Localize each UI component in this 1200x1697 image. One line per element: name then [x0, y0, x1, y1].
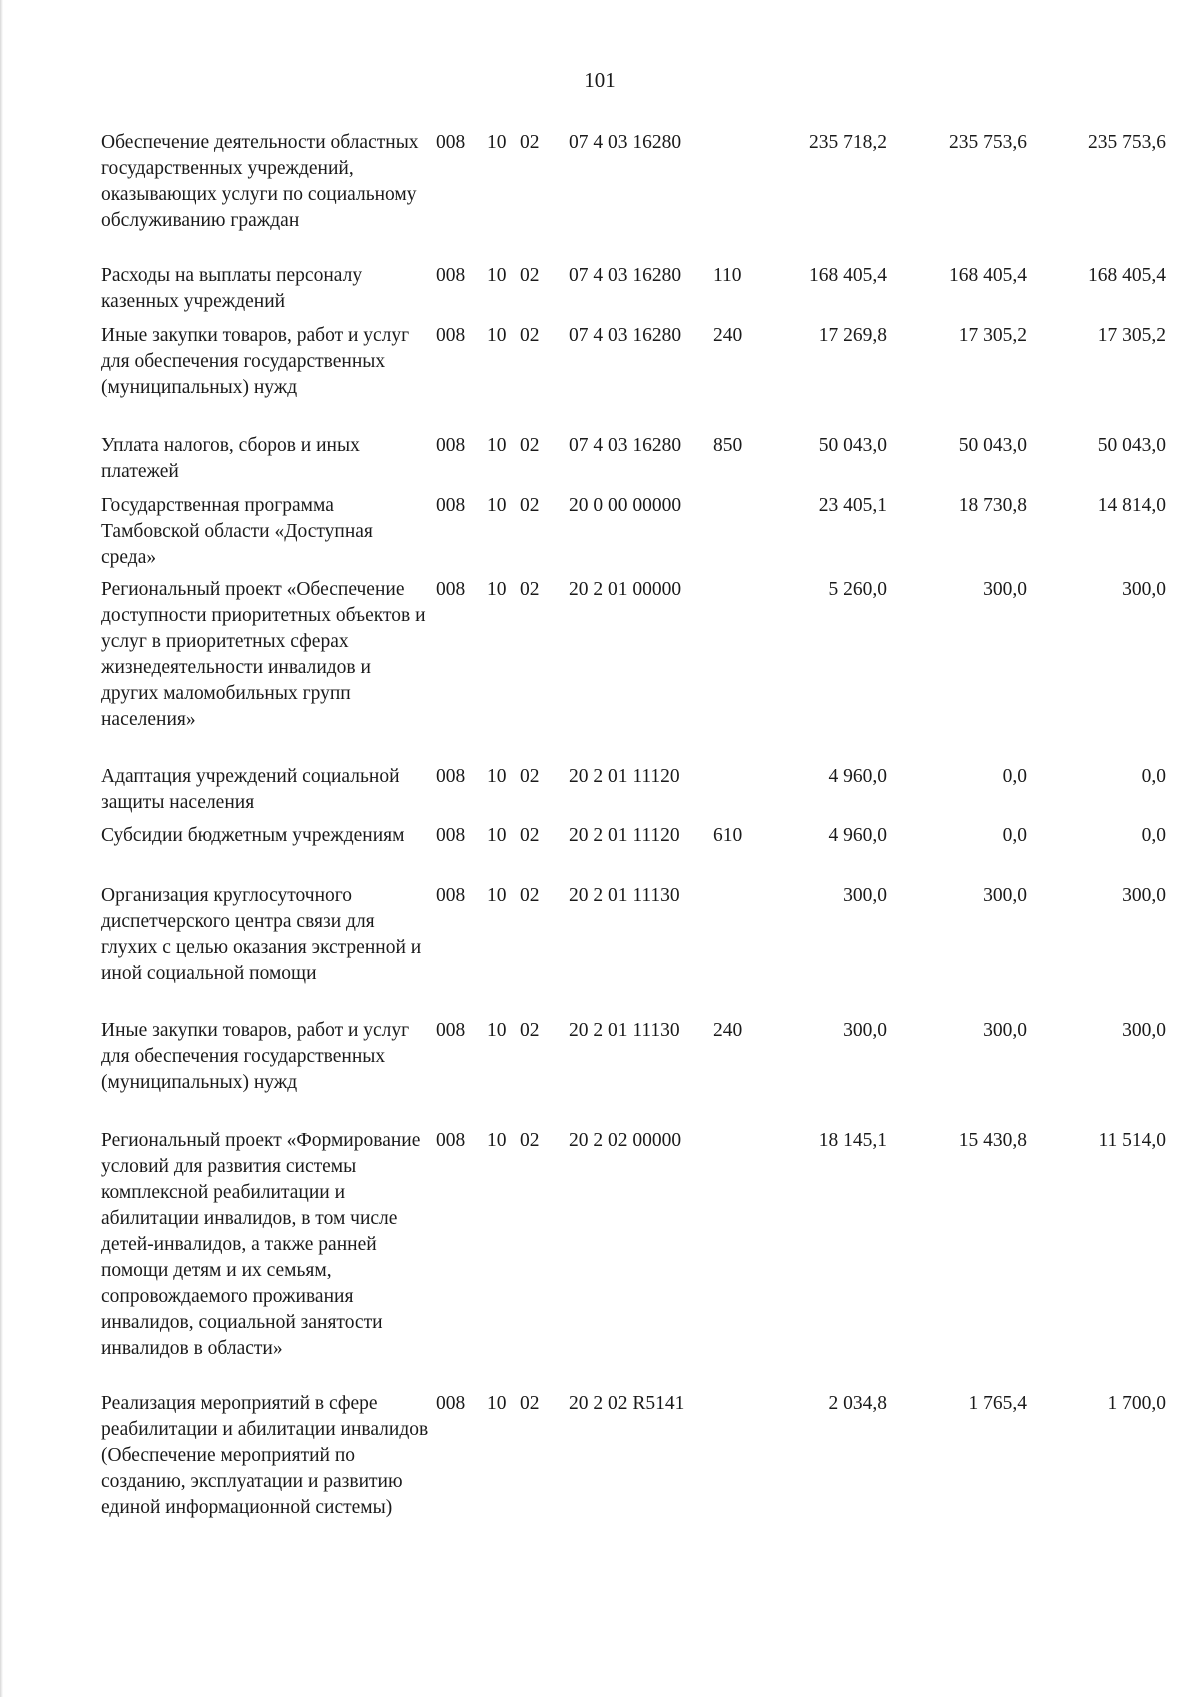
- amount-year-3: 0,0: [1141, 766, 1166, 787]
- admin-code: 008: [436, 132, 466, 153]
- row-name: Региональный проект «Обеспечение доступности приоритетных объектов и услуг в приоритетных сферах жизнедеятельности инвалидов и других маломобильных групп населения»: [101, 579, 426, 730]
- row-name: Субсидии бюджетным учреждениям: [101, 825, 405, 846]
- amount-year-3: 1 700,0: [1107, 1393, 1166, 1414]
- section-code: 10: [487, 435, 507, 456]
- subsection-code: 02: [520, 495, 540, 516]
- amount-year-3: 168 405,4: [1088, 265, 1166, 286]
- subsection-code: 02: [520, 435, 540, 456]
- amount-year-2: 1 765,4: [968, 1393, 1027, 1414]
- amount-year-3: 300,0: [1122, 885, 1166, 906]
- subsection-code: 02: [520, 1130, 540, 1151]
- admin-code: 008: [436, 766, 466, 787]
- row-name: Организация круглосуточного диспетчерского центра связи для глухих с целью оказания экстренной и иной социальной помощи: [101, 885, 422, 984]
- subsection-code: 02: [520, 1393, 540, 1414]
- section-code: 10: [487, 766, 507, 787]
- amount-year-3: 17 305,2: [1097, 325, 1166, 346]
- amount-year-3: 300,0: [1122, 1020, 1166, 1041]
- expense-type-code: 850: [713, 435, 743, 456]
- amount-year-3: 50 043,0: [1097, 435, 1166, 456]
- row-name: Адаптация учреждений социальной защиты населения: [101, 766, 400, 813]
- section-code: 10: [487, 825, 507, 846]
- amount-year-3: 300,0: [1122, 579, 1166, 600]
- amount-year-1: 168 405,4: [809, 265, 887, 286]
- amount-year-2: 18 730,8: [958, 495, 1027, 516]
- amount-year-1: 4 960,0: [828, 766, 887, 787]
- row-name: Реализация мероприятий в сфере реабилитации и абилитации инвалидов (Обеспечение мероприятий по созданию, эксплуатации и развитию единой информационной системы): [101, 1393, 429, 1518]
- target-article-code: 20 0 00 00000: [569, 495, 682, 516]
- row-name: Региональный проект «Формирование условий для развития системы комплексной реабилитации и абилитации инвалидов, в том числе детей-инвалидов, а также ранней помощи детям и их семьям, сопровождаемого проживания инвалидов, социальной занятости инвалидов в области»: [101, 1130, 421, 1359]
- target-article-code: 20 2 01 11130: [569, 1020, 680, 1041]
- target-article-code: 20 2 02 00000: [569, 1130, 682, 1151]
- section-code: 10: [487, 1020, 507, 1041]
- target-article-code: 07 4 03 16280: [569, 325, 682, 346]
- row-name: Государственная программа Тамбовской области «Доступная среда»: [101, 495, 373, 568]
- amount-year-3: 11 514,0: [1098, 1130, 1166, 1151]
- row-name: Иные закупки товаров, работ и услуг для обеспечения государственных (муниципальных) нужд: [101, 325, 410, 398]
- admin-code: 008: [436, 1130, 466, 1151]
- subsection-code: 02: [520, 825, 540, 846]
- target-article-code: 07 4 03 16280: [569, 435, 682, 456]
- row-name: Расходы на выплаты персоналу казенных учреждений: [101, 265, 363, 312]
- section-code: 10: [487, 1130, 507, 1151]
- page-number: 101: [584, 68, 616, 92]
- amount-year-2: 300,0: [983, 579, 1027, 600]
- amount-year-1: 50 043,0: [818, 435, 887, 456]
- amount-year-1: 300,0: [843, 1020, 887, 1041]
- row-name: Иные закупки товаров, работ и услуг для обеспечения государственных (муниципальных) нужд: [101, 1020, 410, 1093]
- expense-type-code: 240: [713, 1020, 743, 1041]
- target-article-code: 20 2 01 11120: [569, 766, 680, 787]
- admin-code: 008: [436, 325, 466, 346]
- amount-year-1: 2 034,8: [828, 1393, 887, 1414]
- subsection-code: 02: [520, 766, 540, 787]
- target-article-code: 20 2 01 11120: [569, 825, 680, 846]
- amount-year-3: 0,0: [1141, 825, 1166, 846]
- target-article-code: 07 4 03 16280: [569, 265, 682, 286]
- target-article-code: 07 4 03 16280: [569, 132, 682, 153]
- amount-year-2: 235 753,6: [949, 132, 1027, 153]
- subsection-code: 02: [520, 325, 540, 346]
- amount-year-2: 15 430,8: [958, 1130, 1027, 1151]
- amount-year-2: 168 405,4: [949, 265, 1027, 286]
- section-code: 10: [487, 1393, 507, 1414]
- amount-year-3: 14 814,0: [1097, 495, 1166, 516]
- target-article-code: 20 2 02 R5141: [569, 1393, 685, 1414]
- amount-year-2: 50 043,0: [958, 435, 1027, 456]
- admin-code: 008: [436, 825, 466, 846]
- subsection-code: 02: [520, 579, 540, 600]
- section-code: 10: [487, 265, 507, 286]
- target-article-code: 20 2 01 00000: [569, 579, 682, 600]
- expense-type-code: 110: [713, 265, 742, 286]
- amount-year-2: 300,0: [983, 1020, 1027, 1041]
- amount-year-1: 5 260,0: [828, 579, 887, 600]
- subsection-code: 02: [520, 132, 540, 153]
- amount-year-1: 4 960,0: [828, 825, 887, 846]
- section-code: 10: [487, 885, 507, 906]
- target-article-code: 20 2 01 11130: [569, 885, 680, 906]
- section-code: 10: [487, 495, 507, 516]
- amount-year-1: 300,0: [843, 885, 887, 906]
- amount-year-1: 18 145,1: [818, 1130, 887, 1151]
- admin-code: 008: [436, 435, 466, 456]
- subsection-code: 02: [520, 885, 540, 906]
- row-name: Обеспечение деятельности областных государственных учреждений, оказывающих услуги по социальному обслуживанию граждан: [101, 132, 419, 231]
- admin-code: 008: [436, 579, 466, 600]
- admin-code: 008: [436, 885, 466, 906]
- amount-year-1: 17 269,8: [818, 325, 887, 346]
- row-name: Уплата налогов, сборов и иных платежей: [101, 435, 360, 482]
- expense-type-code: 240: [713, 325, 743, 346]
- admin-code: 008: [436, 495, 466, 516]
- section-code: 10: [487, 579, 507, 600]
- amount-year-2: 17 305,2: [958, 325, 1027, 346]
- admin-code: 008: [436, 265, 466, 286]
- admin-code: 008: [436, 1393, 466, 1414]
- expense-type-code: 610: [713, 825, 743, 846]
- admin-code: 008: [436, 1020, 466, 1041]
- amount-year-2: 0,0: [1002, 766, 1027, 787]
- amount-year-2: 0,0: [1002, 825, 1027, 846]
- subsection-code: 02: [520, 1020, 540, 1041]
- subsection-code: 02: [520, 265, 540, 286]
- amount-year-1: 23 405,1: [818, 495, 887, 516]
- amount-year-1: 235 718,2: [809, 132, 887, 153]
- amount-year-3: 235 753,6: [1088, 132, 1166, 153]
- amount-year-2: 300,0: [983, 885, 1027, 906]
- section-code: 10: [487, 132, 507, 153]
- section-code: 10: [487, 325, 507, 346]
